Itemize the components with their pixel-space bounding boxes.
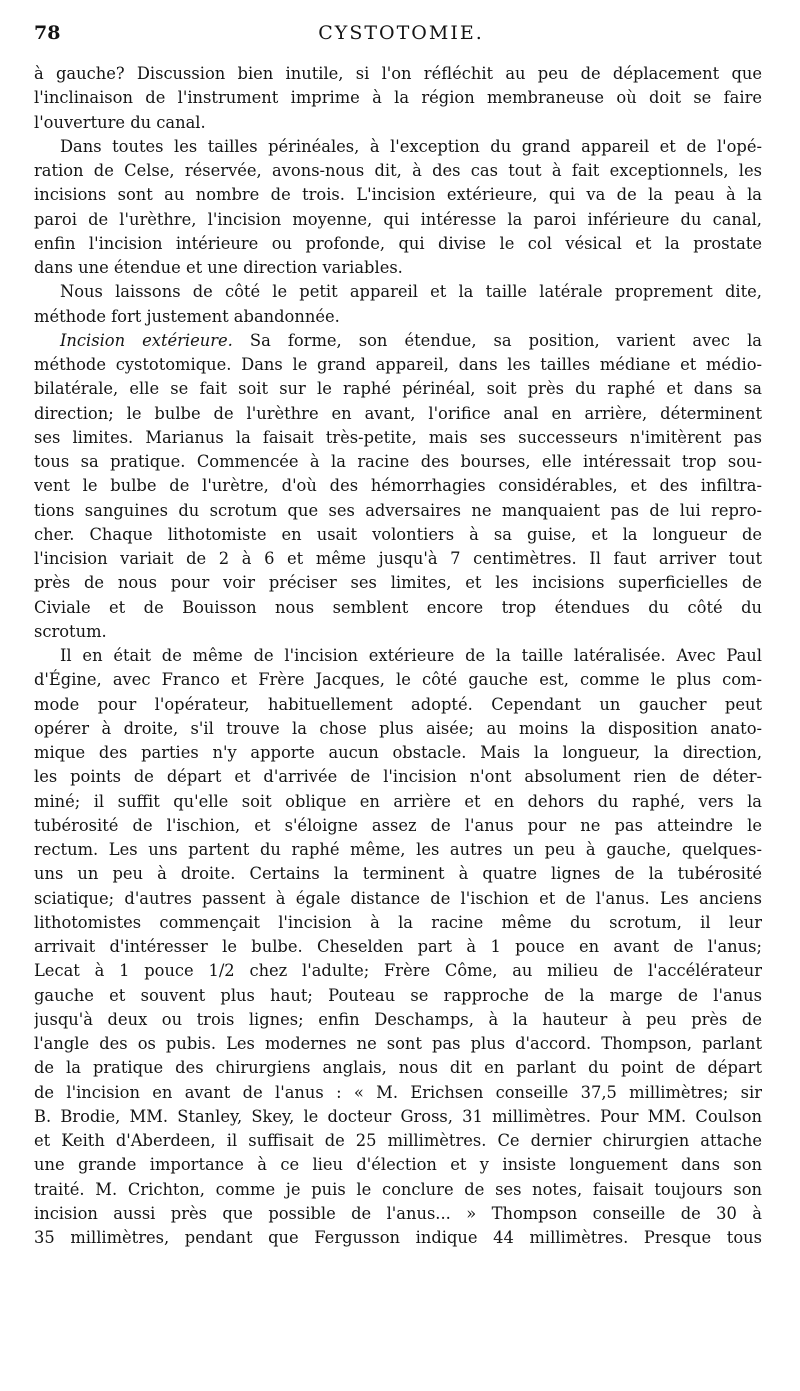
- line-text: l'angle des os pubis. Les modernes ne sont pas plus d'accord. Thompson, parlant: [34, 1034, 762, 1053]
- text-line: [34, 620, 762, 644]
- line-text: incision aussi près que possible de l'anus... » Thompson conseille de 30 à: [34, 1203, 762, 1223]
- text-line: [34, 1153, 762, 1177]
- line-text: scrotum.: [34, 621, 107, 641]
- line-text: méthode cystotomique. Dans le grand appareil, dans les tailles médiane et médio-: [34, 355, 762, 374]
- text-line: [34, 935, 762, 959]
- line-text: opérer à droite, s'il trouve la chose plus aisée; au moins la disposition anato-: [34, 718, 762, 738]
- text-line: [34, 159, 762, 183]
- text-line: [34, 1129, 762, 1153]
- line-text: cher. Chaque lithotomiste en usait volontiers à sa guise, et la longueur de: [34, 524, 762, 544]
- line-text: arrivait d'intéresser le bulbe. Cheselden part à 1 pouce en avant de l'anus;: [34, 937, 762, 956]
- line-text: à gauche? Discussion bien inutile, si l'on réfléchit au peu de déplacement que: [34, 64, 762, 83]
- text-line: [34, 86, 762, 110]
- text-line: [34, 329, 762, 353]
- line-text: B. Brodie, MM. Stanley, Skey, le docteur Gross, 31 millimètres. Pour MM. Coulson: [34, 1106, 762, 1126]
- text-line: [34, 596, 762, 620]
- line-text: enfin l'incision intérieure ou profonde, qui divise le col vésical et la prostate: [34, 233, 762, 253]
- text-line: [34, 547, 762, 571]
- text-line: [34, 305, 762, 329]
- text-line: [34, 1226, 762, 1250]
- text-line: [34, 1178, 762, 1202]
- section-heading: Incision extérieure.: [60, 330, 233, 350]
- line-text: ration de Celse, réservée, avons-nous dit, à des cas tout à fait exceptionnels, les: [34, 161, 762, 180]
- line-text: tubérosité de l'ischion, et s'éloigne assez de l'anus pour ne pas atteindre le: [34, 815, 762, 835]
- text-line: [34, 1081, 762, 1105]
- text-line: [34, 959, 762, 983]
- line-text: ses limites. Marianus la faisait très-petite, mais ses successeurs n'imitèrent pas: [34, 427, 762, 447]
- text-line: [34, 280, 762, 304]
- running-title: CYSTOTOMIE.: [318, 22, 484, 44]
- text-line: [34, 474, 762, 498]
- text-line: [34, 523, 762, 547]
- line-text: et Keith d'Aberdeen, il suffisait de 25 millimètres. Ce dernier chirurgien attache: [34, 1131, 762, 1150]
- text-line: [34, 1032, 762, 1056]
- line-text: sciatique; d'autres passent à égale distance de l'ischion et de l'anus. Les anciens: [34, 888, 762, 908]
- text-line: [34, 426, 762, 450]
- line-text: Lecat à 1 pouce 1/2 chez l'adulte; Frère Côme, au milieu de l'accélérateur: [34, 961, 762, 981]
- text-line: [34, 741, 762, 765]
- line-text: d'Égine, avec Franco et Frère Jacques, le côté gauche est, comme le plus com-: [34, 670, 762, 690]
- text-line: [34, 135, 762, 159]
- text-line: [34, 111, 762, 135]
- text-line: [34, 790, 762, 814]
- text-line: [34, 377, 762, 401]
- text-line: [34, 693, 762, 717]
- line-text: Il en était de même de l'incision extérieure de la taille latéralisée. Avec Paul: [60, 646, 762, 665]
- page-number: 78: [34, 22, 61, 44]
- text-line: [34, 765, 762, 789]
- text-line: [34, 911, 762, 935]
- line-text: tous sa pratique. Commencée à la racine des bourses, elle intéressait trop sou-: [34, 452, 762, 471]
- line-text: vent le bulbe de l'urètre, d'où des hémorrhagies considérables, et des infiltra-: [34, 476, 762, 496]
- line-text: tions sanguines du scrotum que ses adversaires ne manquaient pas de lui repro-: [34, 500, 762, 520]
- line-text: les points de départ et d'arrivée de l'incision n'ont absolument rien de déter-: [34, 767, 762, 787]
- line-text: traité. M. Crichton, comme je puis le conclure de ses notes, faisait toujours son: [34, 1179, 762, 1199]
- text-line: [34, 668, 762, 692]
- line-text: rectum. Les uns partent du raphé même, les autres un peu à gauche, quelques-: [34, 840, 762, 859]
- line-text: près de nous pour voir préciser ses limites, et les incisions superficielles de: [34, 573, 762, 593]
- line-text: jusqu'à deux ou trois lignes; enfin Deschamps, à la hauteur à peu près de: [34, 1009, 762, 1029]
- line-text: dans une étendue et une direction variables.: [34, 258, 403, 277]
- text-line: [34, 887, 762, 911]
- line-text: gauche et souvent plus haut; Pouteau se rapproche de la marge de l'anus: [34, 985, 762, 1005]
- line-text: mique des parties n'y apporte aucun obstacle. Mais la longueur, la direction,: [34, 743, 762, 762]
- text-line: [34, 256, 762, 280]
- text-line: [34, 499, 762, 523]
- line-text: bilatérale, elle se fait soit sur le raphé périnéal, soit près du raphé et dans sa: [34, 379, 762, 399]
- text-line: [34, 402, 762, 426]
- line-text: Nous laissons de côté le petit appareil et la taille latérale proprement dite,: [60, 282, 762, 302]
- text-line: [34, 208, 762, 232]
- text-line: [34, 62, 762, 86]
- text-line: [34, 571, 762, 595]
- line-text: l'inclinaison de l'instrument imprime à la région membraneuse où doit se faire: [34, 88, 762, 108]
- text-line: [34, 862, 762, 886]
- text-line: [34, 717, 762, 741]
- line-text: paroi de l'urèthre, l'incision moyenne, qui intéresse la paroi inférieure du canal,: [34, 209, 762, 229]
- line-text: Civiale et de Bouisson nous semblent encore trop étendues du côté du: [34, 597, 762, 617]
- text-line: [34, 183, 762, 207]
- line-text: uns un peu à droite. Certains la terminent à quatre lignes de la tubérosité: [34, 864, 762, 884]
- text-line: [34, 353, 762, 377]
- line-text: méthode fort justement abandonnée.: [34, 306, 340, 326]
- line-text: l'incision variait de 2 à 6 et même jusqu'à 7 centimètres. Il faut arriver tout: [34, 549, 762, 568]
- page-header: [34, 22, 768, 62]
- line-text: 35 millimètres, pendant que Fergusson indique 44 millimètres. Presque tous: [34, 1228, 762, 1247]
- text-line: [34, 450, 762, 474]
- line-text: de la pratique des chirurgiens anglais, nous dit en parlant du point de départ: [34, 1058, 762, 1078]
- line-text: l'ouverture du canal.: [34, 112, 206, 132]
- line-text: une grande importance à ce lieu d'élection et y insiste longuement dans son: [34, 1155, 762, 1175]
- text-line: [34, 1105, 762, 1129]
- line-text: mode pour l'opérateur, habituellement adopté. Cependant un gaucher peut: [34, 694, 762, 714]
- line-text: lithotomistes commençait l'incision à la racine même du scrotum, il leur: [34, 912, 762, 932]
- text-line: [34, 984, 762, 1008]
- body-text: [34, 62, 762, 1250]
- line-text: Dans toutes les tailles périnéales, à l'exception du grand appareil et de l'opé-: [60, 136, 762, 156]
- text-line: [34, 644, 762, 668]
- text-line: [34, 838, 762, 862]
- line-text: direction; le bulbe de l'urèthre en avant, l'orifice anal en arrière, déterminent: [34, 403, 762, 423]
- text-line: [34, 1008, 762, 1032]
- text-line: [34, 1056, 762, 1080]
- text-line: [34, 232, 762, 256]
- line-text: incisions sont au nombre de trois. L'incision extérieure, qui va de la peau à la: [34, 185, 762, 205]
- text-line: [34, 814, 762, 838]
- line-text: Sa forme, son étendue, sa position, varient avec la: [232, 330, 762, 350]
- text-line: [34, 1202, 762, 1226]
- line-text: miné; il suffit qu'elle soit oblique en arrière et en dehors du raphé, vers la: [34, 791, 762, 811]
- line-text: de l'incision en avant de l'anus : « M. Erichsen conseille 37,5 millimètres; sir: [34, 1082, 762, 1102]
